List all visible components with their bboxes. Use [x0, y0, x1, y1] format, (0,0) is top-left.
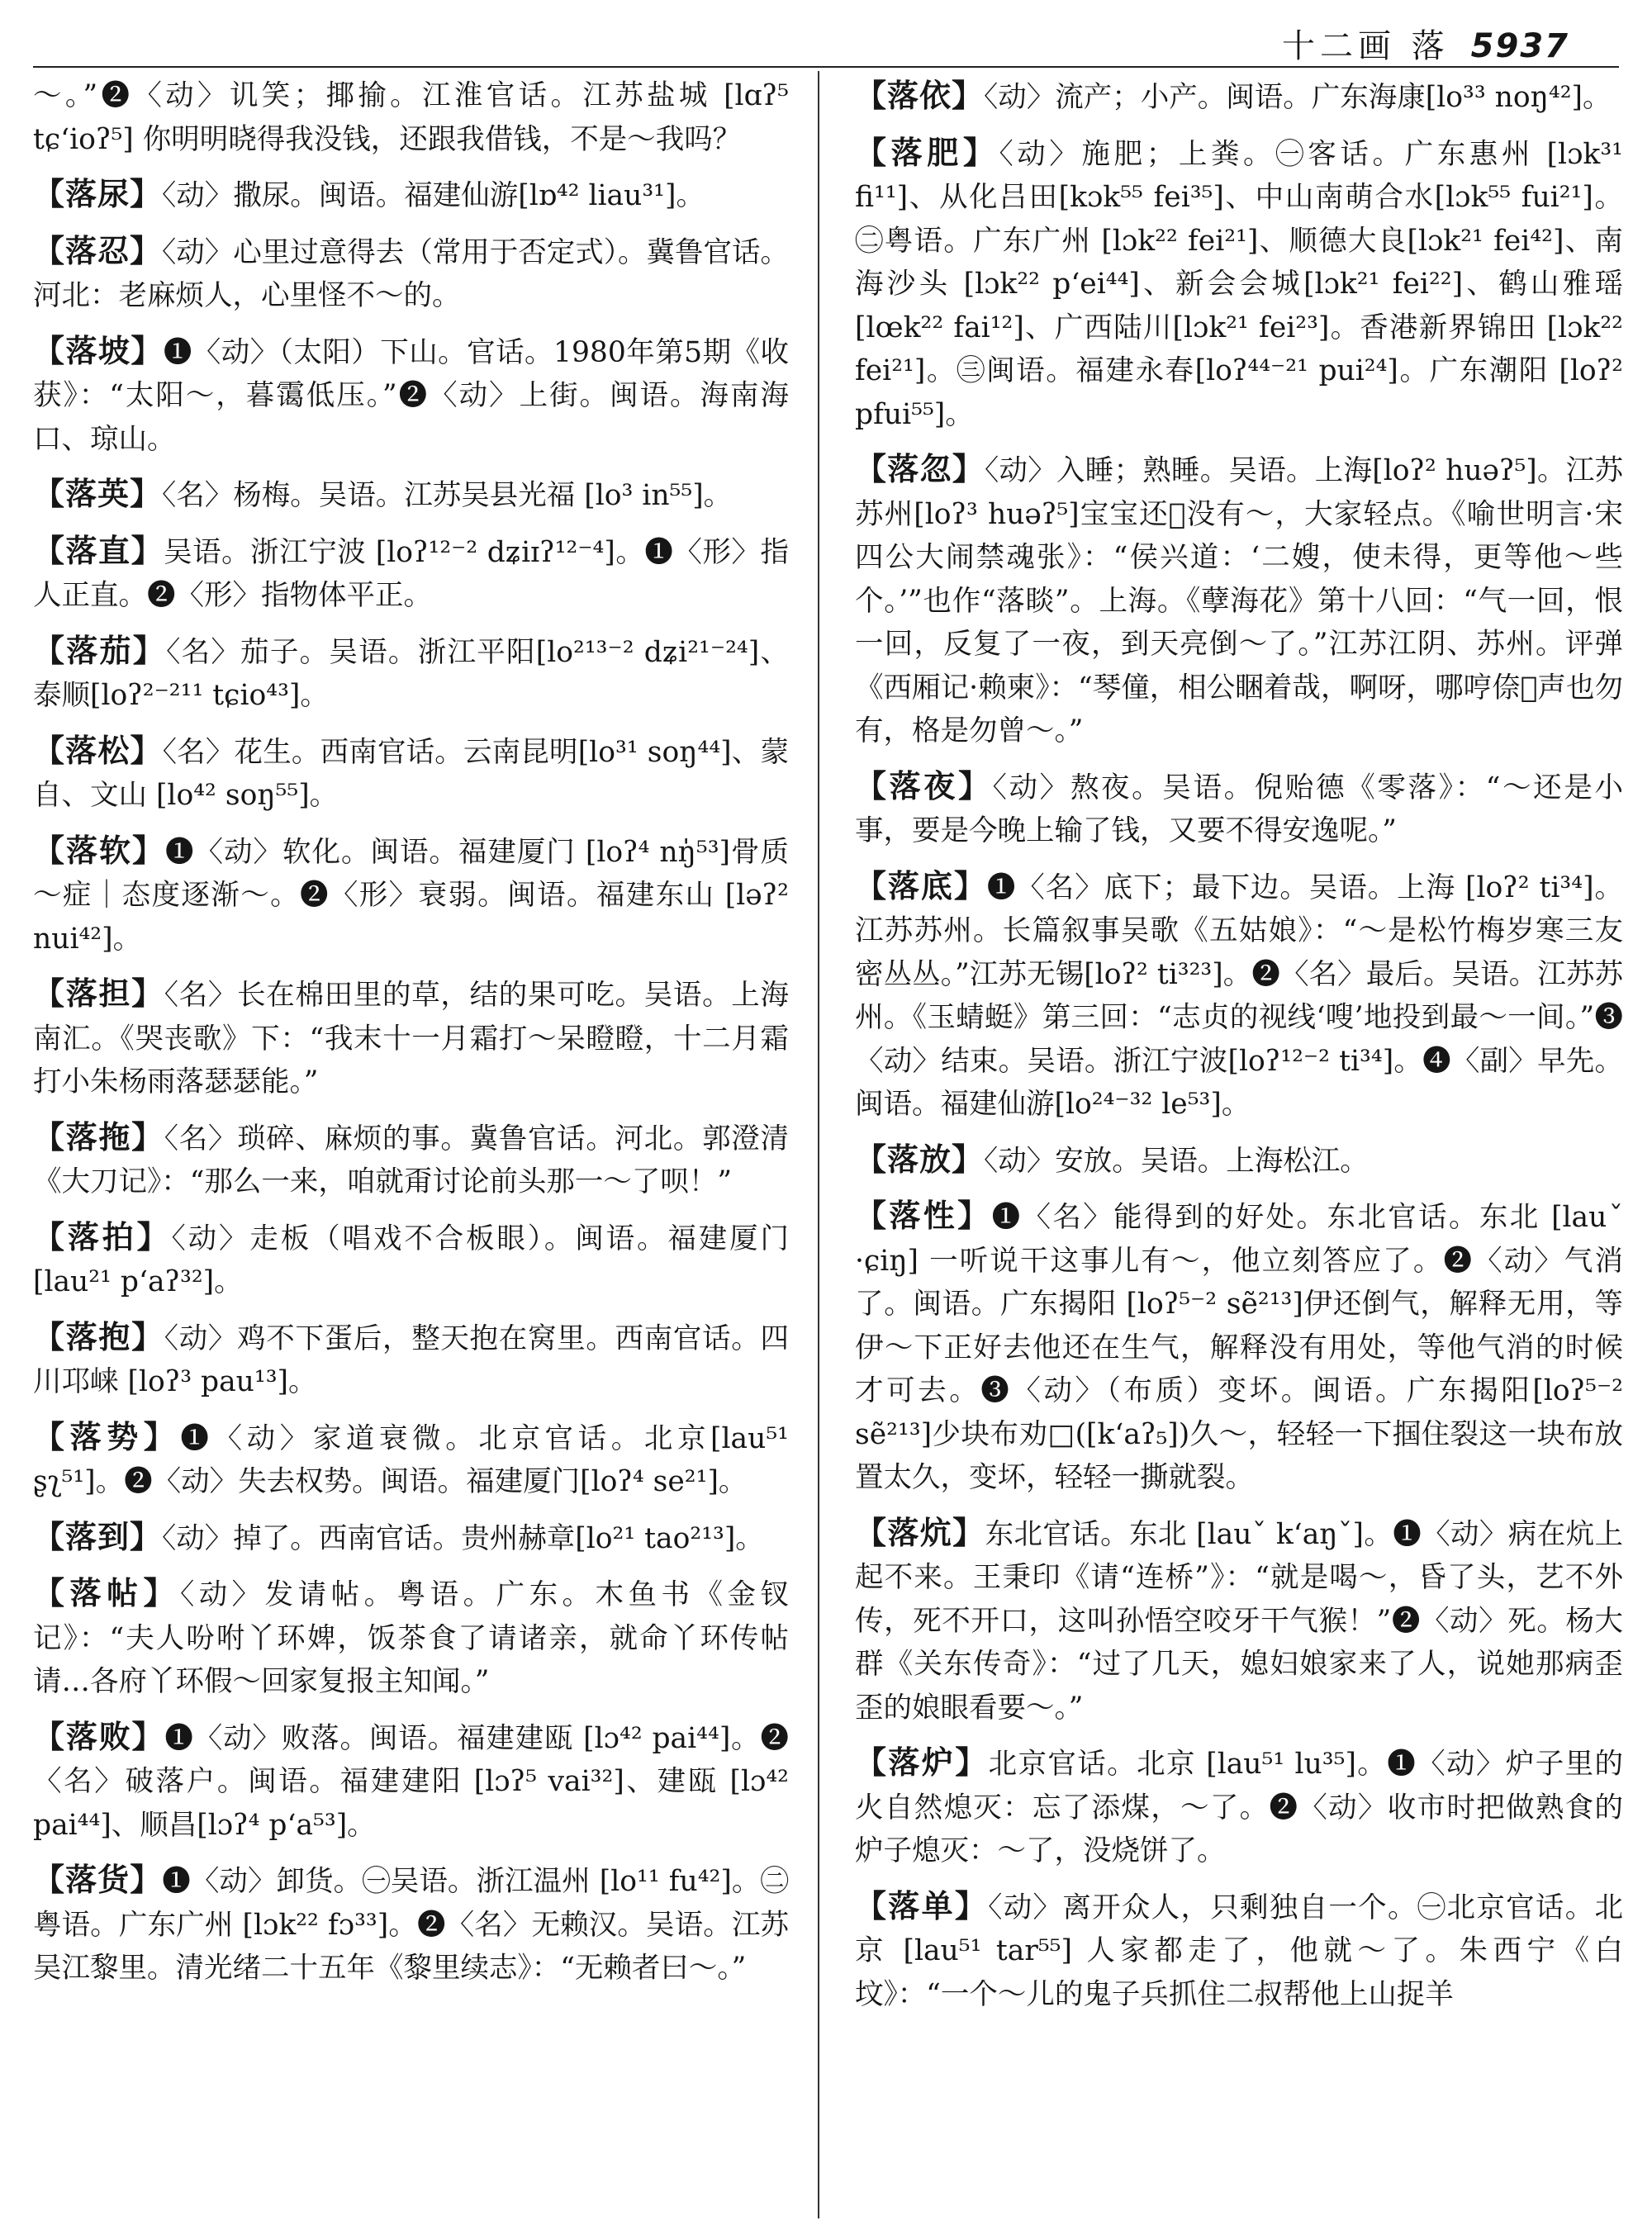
continuation-text: ～。”❷〈动〉讥笑；揶揄。江淮官话。江苏盐城 [lɑʔ⁵ tɕʻioʔ⁵] 你明明晓得我没钱，还跟我借钱，不是～我吗？: [33, 79, 789, 156]
entry: [855, 1138, 1623, 1184]
running-head: [1282, 20, 1569, 67]
definition: 〈动〉施肥；上粪。㊀客话。广东惠州 [lɔk³¹ fi¹¹]、从化吕田[kɔk⁵⁵ fei³⁵]、中山南萌合水[lɔk⁵⁵ fui²¹]。㊁粤语。广东广州 [lɔk²² fei²¹]、顺德大良[lɔk²¹ fei⁴²]、南海沙头 [lɔk²² pʻei⁴⁴]、新会会城[lɔk²¹ fei²²]、鹤山雅瑶 [lœk²² fai¹²]、广西陆川[lɔk²¹ fei²³]。香港新界锦田 [lɔk²² fei²¹]。㊂闽语。福建永春[loʔ⁴⁴⁻²¹ pui²⁴]。广东潮阳 [loʔ² pfui⁵⁵]。: [855, 137, 1623, 431]
entry: [855, 131, 1623, 437]
entry: [33, 1715, 789, 1848]
headword: 【落败】: [33, 1718, 165, 1755]
left-column: [33, 74, 789, 2213]
definition: 〈名〉琐碎、麻烦的事。冀鲁官话。河北。郭澄清《大刀记》：“那么一来，咱就甭讨论前头那一～了呗！”: [33, 1122, 789, 1198]
entry: [33, 529, 789, 618]
headword: 【落茄】: [33, 632, 167, 669]
headword: 【落放】: [855, 1141, 985, 1178]
definition: 〈动〉走板（唱戏不合板眼）。闽语。福建厦门 [lau²¹ pʻaʔ³²]。: [33, 1222, 789, 1298]
entry: [33, 1216, 789, 1304]
page-number: 5937: [1470, 27, 1569, 65]
headword: 【落炕】: [855, 1514, 985, 1551]
entry: [33, 829, 789, 961]
right-column: [855, 74, 1623, 2213]
entry: [33, 1516, 789, 1561]
headword: 【落抱】: [33, 1318, 164, 1355]
definition: 〈动〉鸡不下蛋后，整天抱在窝里。西南官话。四川邛崃 [loʔ³ pau¹³]。: [33, 1321, 789, 1398]
headword: 【落肥】: [855, 134, 999, 171]
entry: [855, 1511, 1623, 1730]
definition: ❶〈动〉卸货。㊀吴语。浙江温州 [lo¹¹ fu⁴²]。㊁粤语。广东广州 [lɔk²² fɔ³³]。❷〈名〉无赖汉。吴语。江苏吴江黎里。清光绪二十五年《黎里续志》：“无赖者曰～。”: [33, 1865, 789, 1985]
definition: 〈名〉茄子。吴语。浙江平阳[lo²¹³⁻² dʑi²¹⁻²⁴]、泰顺[loʔ²⁻²¹¹ tɕio⁴³]。: [33, 635, 789, 712]
entry: [855, 1194, 1623, 1500]
headword: 【落到】: [33, 1518, 163, 1555]
entry: [33, 1572, 789, 1704]
definition: ❶〈动〉家道衰微。北京官话。北京[lau⁵¹ ʂʅ⁵¹]。❷〈动〉失去权势。闽语。福建厦门[loʔ⁴ se²¹]。: [33, 1421, 789, 1498]
definition: 〈动〉离开众人，只剩独自一个。㊀北京官话。北京 [lau⁵¹ tar⁵⁵] 人家都走了，他就～了。朱西宁《白坟》：“一个～儿的鬼子兵抓住二叔帮他上山捉羊: [855, 1891, 1623, 2011]
entry: [33, 1316, 789, 1404]
page-header: [33, 0, 1619, 68]
definition: 〈动〉流产；小产。闽语。广东海康[lo³³ noŋ⁴²]。: [984, 81, 1612, 114]
entry: [33, 629, 789, 718]
definition: ❶〈名〉能得到的好处。东北官话。东北 [lauˇ ·ɕiŋ] 一听说干这事儿有～，他立刻答应了。❷〈动〉气消了。闽语。广东揭阳 [loʔ⁵⁻² sẽ²¹³]伊还倒气，解释无用，等伊～下正好去他还在生气，解释没有用处，等他气消的时候才可去。❸〈动〉（布质）变坏。闽语。广东揭阳[loʔ⁵⁻² sẽ²¹³]少块布劝□([kʻaʔ₅])久～，轻轻一下掴住裂这一块布放置太久，变坏，轻轻一撕就裂。: [855, 1201, 1623, 1494]
entry: [855, 1885, 1623, 2017]
definition: ❶〈动〉败落。闽语。福建建瓯 [lɔ⁴² pai⁴⁴]。❷〈名〉破落户。闽语。福建建阳 [lɔʔ⁵ vai³²]、建瓯 [lɔ⁴² pai⁴⁴]、顺昌[lɔʔ⁴ pʻa⁵³]。: [33, 1721, 789, 1842]
definition: 吴语。浙江宁波 [loʔ¹²⁻² dʑiɪʔ¹²⁻⁴]。❶〈形〉指人正直。❷〈形〉指物体平正。: [33, 535, 789, 612]
definition: 〈动〉掉了。西南官话。贵州赫章[lo²¹ tao²¹³]。: [162, 1521, 764, 1555]
headword: 【落拍】: [33, 1218, 172, 1255]
entry: [33, 230, 789, 318]
headword: 【落拖】: [33, 1118, 164, 1155]
entry: [33, 1858, 789, 1990]
headword: 【落底】: [855, 867, 987, 904]
headword: 【落炉】: [855, 1744, 989, 1781]
entry: [33, 330, 789, 462]
definition: ❶〈名〉底下；最下边。吴语。上海 [loʔ² ti³⁴]。江苏苏州。长篇叙事吴歌《五姑娘》：“～是松竹梅岁寒三友密丛丛。”江苏无锡[loʔ² ti³²³]。❷〈名〉最后。吴语。江苏苏州。《玉蜻蜓》第三回：“志贞的视线‘嗖’地投到最～一间。”❸〈动〉结束。吴语。浙江宁波[loʔ¹²⁻² ti³⁴]。❹〈副〉早先。闽语。福建仙游[lo²⁴⁻³² le⁵³]。: [855, 871, 1623, 1121]
headword: 【落忽】: [855, 451, 985, 487]
headword: 【落性】: [855, 1198, 992, 1234]
headword: 【落势】: [33, 1418, 181, 1455]
entry: [33, 1116, 789, 1204]
entry: [855, 74, 1623, 120]
definition: 〈名〉花生。西南官话。云南昆明[lo³¹ soŋ⁴⁴]、蒙自、文山 [lo⁴² soŋ⁵⁵]。: [33, 735, 789, 812]
entry: [33, 173, 789, 218]
headword: 【落依】: [855, 78, 985, 114]
headword: 【落货】: [33, 1862, 163, 1898]
headword: 【落直】: [33, 532, 164, 569]
headword: 【落松】: [33, 732, 163, 769]
entry: [33, 1416, 789, 1504]
entry: [855, 448, 1623, 753]
headword: 【落帖】: [33, 1575, 180, 1611]
definition: 〈名〉长在棉田里的草，结的果可吃。吴语。上海南汇。《哭丧歌》下：“我末十一月霜打～呆瞪瞪，十二月霜打小朱杨雨落瑟瑟能。”: [33, 979, 789, 1098]
entry: [855, 865, 1623, 1127]
definition: 北京官话。北京 [lau⁵¹ lu³⁵]。❶〈动〉炉子里的火自然熄灭：忘了添煤，～了。❷〈动〉收市时把做熟食的炉子熄灭：～了，没烧饼了。: [855, 1748, 1623, 1867]
headword: 【落夜】: [855, 767, 993, 804]
definition: 〈动〉熬夜。吴语。倪贻德《零落》：“～还是小事，要是今晚上输了钱，又要不得安逸呢。”: [855, 771, 1623, 847]
entry: [855, 1741, 1623, 1873]
headword: 【落担】: [33, 975, 164, 1012]
headword: 【落忍】: [33, 232, 163, 269]
headword: 【落英】: [33, 476, 163, 512]
entry: [33, 472, 789, 518]
definition: 东北官话。东北 [lauˇ kʻaŋˇ]。❶〈动〉病在炕上起不来。王秉印《请“连桥”》：“就是喝～，昏了头，艺不外传，死不开口，这叫孙悟空咬牙干气猴！”❷〈动〉死。杨大群《关东传奇》：“过了几天，媳妇娘家来了人，说她那病歪歪的娘眼看要～。”: [855, 1517, 1623, 1725]
definition: 〈动〉心里过意得去（常用于否定式）。冀鲁官话。河北：老麻烦人，心里怪不～的。: [33, 235, 789, 312]
section-title: 十二画 落: [1281, 27, 1450, 65]
definition: 〈名〉杨梅。吴语。江苏吴县光福 [lo³ in⁵⁵]。: [162, 479, 733, 512]
headword: 【落坡】: [33, 332, 164, 369]
entry: [33, 729, 789, 818]
definition: 〈动〉撒尿。闽语。福建仙游[lɒ⁴² liau³¹]。: [162, 179, 705, 212]
entry: [855, 765, 1623, 853]
column-divider: [818, 71, 819, 2218]
definition: ❶〈动〉（太阳）下山。官话。1980年第5期《收获》：“太阳～，暮霭低压。”❷〈动〉上街。闽语。海南海口、琼山。: [33, 335, 789, 456]
definition: 〈动〉入睡；熟睡。吴语。上海[loʔ² huəʔ⁵]。江苏苏州[loʔ³ huəʔ⁵]宝宝还𫆜没有～，大家轻点。《喻世明言·宋四公大闹禁魂张》：“侯兴道：‘二嫂，使未得，更等他～些个。’”也作“落睒”。上海。《孽海花》第十八回：“气一回，恨一回，反复了一夜，到天亮倒～了。”江苏江阴、苏州。评弹《西厢记·赖柬》：“琴僮，相公睏着哉，啊呀，哪哼倷𪘏声也勿有，格是勿曾～。”: [855, 454, 1623, 747]
entry: [33, 972, 789, 1104]
definition: 〈动〉安放。吴语。上海松江。: [984, 1144, 1369, 1178]
headword: 【落软】: [33, 832, 165, 869]
definition: 〈动〉发请帖。粤语。广东。木鱼书《金钗记》：“夫人吩咐丫环婢，饭茶食了请诸亲，就命丫环传帖请…各府丫环假～回家复报主知闻。”: [33, 1578, 789, 1698]
definition: ❶〈动〉软化。闽语。福建厦门 [loʔ⁴ nŋ̍⁵³]骨质～症｜态度逐渐～。❷〈形〉衰弱。闽语。福建东山 [ləʔ² nui⁴²]。: [33, 835, 789, 956]
headword: 【落尿】: [33, 176, 163, 212]
headword: 【落单】: [855, 1887, 989, 1924]
